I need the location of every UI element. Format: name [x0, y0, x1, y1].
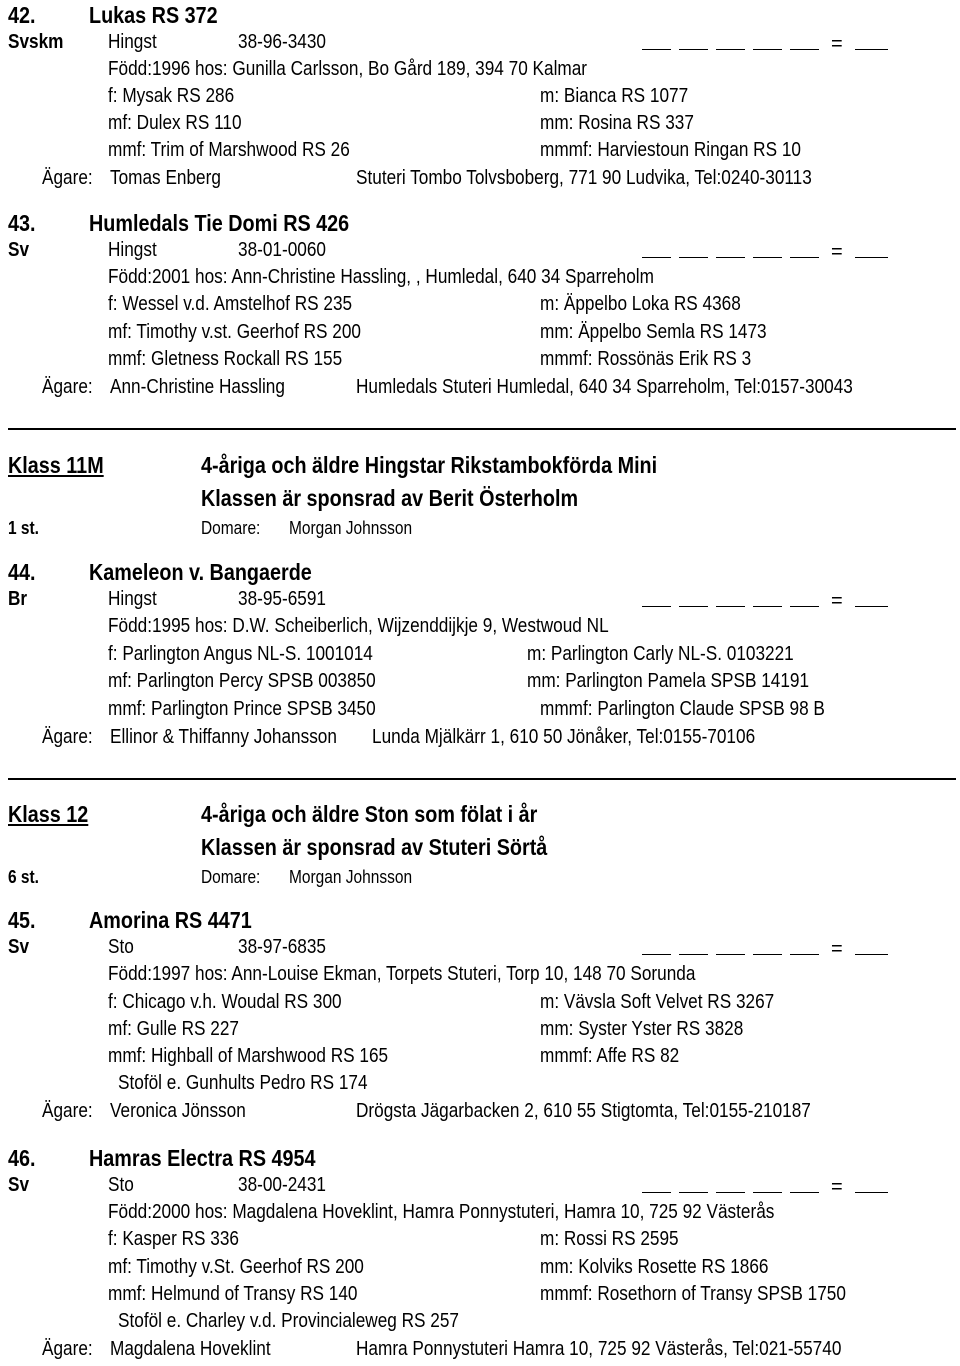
- entry-number: 43.: [8, 210, 36, 236]
- score-blanks: =: [642, 935, 888, 955]
- class-count: 6 st.: [8, 867, 39, 887]
- dam-dam-sire: mmf: Helmund of Transy RS 140: [108, 1283, 358, 1305]
- sire: f: Chicago v.h. Woudal RS 300: [108, 991, 342, 1013]
- owner-name: Tomas Enberg: [110, 167, 221, 189]
- horse-sex: Hingst: [108, 31, 157, 53]
- dam: m: Äppelbo Loka RS 4368: [540, 293, 741, 315]
- score-blanks: =: [642, 30, 888, 50]
- registration-number: 38-96-3430: [238, 31, 326, 53]
- dam-sire: mf: Parlington Percy SPSB 003850: [108, 670, 376, 692]
- dam-dam-dam-sire: mmmf: Rossönäs Erik RS 3: [540, 348, 752, 370]
- dam-dam-sire: mmf: Gletness Rockall RS 155: [108, 348, 343, 370]
- dam-dam-dam-sire: mmmf: Affe RS 82: [540, 1045, 680, 1067]
- owner-label: Ägare:: [42, 726, 93, 748]
- horse-name: Kameleon v. Bangaerde: [89, 559, 312, 585]
- sire: f: Parlington Angus NL-S. 1001014: [108, 643, 373, 665]
- foal-sire: Stoföl e. Charley v.d. Provincialeweg RS 257: [118, 1310, 459, 1332]
- horse-color: Sv: [8, 239, 30, 261]
- class-label: Klass 11M: [8, 452, 104, 478]
- dam-sire: mf: Dulex RS 110: [108, 112, 242, 134]
- owner-address: Stuteri Tombo Tolvsboberg, 771 90 Ludvika, Tel:0240-30113: [356, 167, 812, 189]
- registration-number: 38-97-6835: [238, 936, 326, 958]
- horse-name: Hamras Electra RS 4954: [89, 1145, 316, 1171]
- score-blanks: =: [642, 238, 888, 258]
- section-divider: [8, 778, 956, 780]
- born-line: Född:2000 hos: Magdalena Hoveklint, Hamra Ponnystuteri, Hamra 10, 725 92 Västerås: [108, 1201, 775, 1223]
- judge-name: Morgan Johnsson: [289, 867, 413, 887]
- judge-label: Domare:: [201, 518, 261, 538]
- dam-dam: mm: Rosina RS 337: [540, 112, 694, 134]
- dam: m: Bianca RS 1077: [540, 85, 689, 107]
- entry-number: 46.: [8, 1145, 36, 1171]
- horse-color: Br: [8, 588, 28, 610]
- dam: m: Vävsla Soft Velvet RS 3267: [540, 991, 775, 1013]
- dam-sire: mf: Timothy v.St. Geerhof RS 200: [108, 1256, 364, 1278]
- owner-address: Lunda Mjälkärr 1, 610 50 Jönåker, Tel:0155-70106: [372, 726, 756, 748]
- owner-label: Ägare:: [42, 376, 93, 398]
- dam: m: Rossi RS 2595: [540, 1228, 679, 1250]
- class-sponsor: Klassen är sponsrad av Berit Österholm: [201, 485, 579, 511]
- owner-label: Ägare:: [42, 1338, 93, 1360]
- dam-sire: mf: Gulle RS 227: [108, 1018, 239, 1040]
- sire: f: Wessel v.d. Amstelhof RS 235: [108, 293, 353, 315]
- owner-name: Ann-Christine Hassling: [110, 376, 285, 398]
- judge-name: Morgan Johnsson: [289, 518, 413, 538]
- foal-sire: Stoföl e. Gunhults Pedro RS 174: [118, 1072, 368, 1094]
- entry-number: 45.: [8, 907, 36, 933]
- class-title: 4-åriga och äldre Hingstar Rikstambokförda Mini: [201, 452, 658, 478]
- owner-address: Drögsta Jägarbacken 2, 610 55 Stigtomta, Tel:0155-210187: [356, 1100, 811, 1122]
- dam-dam-dam-sire: mmmf: Harviestoun Ringan RS 10: [540, 139, 801, 161]
- owner-name: Ellinor & Thiffanny Johansson: [110, 726, 337, 748]
- dam-dam-sire: mmf: Trim of Marshwood RS 26: [108, 139, 350, 161]
- entry-number: 42.: [8, 2, 36, 28]
- dam-dam: mm: Kolviks Rosette RS 1866: [540, 1256, 769, 1278]
- score-blanks: =: [642, 1173, 888, 1193]
- dam-dam-dam-sire: mmmf: Rosethorn of Transy SPSB 1750: [540, 1283, 846, 1305]
- horse-color: Sv: [8, 936, 30, 958]
- dam-dam: mm: Parlington Pamela SPSB 14191: [527, 670, 810, 692]
- horse-sex: Sto: [108, 936, 134, 958]
- class-title: 4-åriga och äldre Ston som fölat i år: [201, 801, 538, 827]
- born-line: Född:1997 hos: Ann-Louise Ekman, Torpets Stuteri, Torp 10, 148 70 Sorunda: [108, 963, 696, 985]
- owner-address: Humledals Stuteri Humledal, 640 34 Sparreholm, Tel:0157-30043: [356, 376, 853, 398]
- horse-sex: Sto: [108, 1174, 134, 1196]
- section-divider: [8, 428, 956, 430]
- sire: f: Kasper RS 336: [108, 1228, 239, 1250]
- entry-number: 44.: [8, 559, 36, 585]
- born-line: Född:2001 hos: Ann-Christine Hassling, , Humledal, 640 34 Sparreholm: [108, 266, 654, 288]
- horse-sex: Hingst: [108, 588, 157, 610]
- dam-dam: mm: Äppelbo Semla RS 1473: [540, 321, 767, 343]
- dam-dam: mm: Syster Yster RS 3828: [540, 1018, 744, 1040]
- owner-name: Magdalena Hoveklint: [110, 1338, 271, 1360]
- registration-number: 38-95-6591: [238, 588, 326, 610]
- horse-color: Svskm: [8, 31, 64, 53]
- dam-sire: mf: Timothy v.st. Geerhof RS 200: [108, 321, 362, 343]
- horse-name: Lukas RS 372: [89, 2, 218, 28]
- score-blanks: =: [642, 587, 888, 607]
- class-label: Klass 12: [8, 801, 89, 827]
- horse-name: Amorina RS 4471: [89, 907, 252, 933]
- class-sponsor: Klassen är sponsrad av Stuteri Sörtå: [201, 834, 548, 860]
- sire: f: Mysak RS 286: [108, 85, 235, 107]
- owner-name: Veronica Jönsson: [110, 1100, 246, 1122]
- registration-number: 38-00-2431: [238, 1174, 326, 1196]
- registration-number: 38-01-0060: [238, 239, 326, 261]
- judge-label: Domare:: [201, 867, 261, 887]
- dam: m: Parlington Carly NL-S. 0103221: [527, 643, 794, 665]
- born-line: Född:1995 hos: D.W. Scheiberlich, Wijzenddijkje 9, Westwoud NL: [108, 615, 609, 637]
- owner-address: Hamra Ponnystuteri Hamra 10, 725 92 Västerås, Tel:021-55740: [356, 1338, 842, 1360]
- dam-dam-sire: mmf: Parlington Prince SPSB 3450: [108, 698, 376, 720]
- born-line: Född:1996 hos: Gunilla Carlsson, Bo Gård 189, 394 70 Kalmar: [108, 58, 588, 80]
- dam-dam-dam-sire: mmmf: Parlington Claude SPSB 98 B: [540, 698, 825, 720]
- horse-name: Humledals Tie Domi RS 426: [89, 210, 350, 236]
- horse-color: Sv: [8, 1174, 30, 1196]
- horse-sex: Hingst: [108, 239, 157, 261]
- dam-dam-sire: mmf: Highball of Marshwood RS 165: [108, 1045, 389, 1067]
- owner-label: Ägare:: [42, 1100, 93, 1122]
- owner-label: Ägare:: [42, 167, 93, 189]
- class-count: 1 st.: [8, 518, 39, 538]
